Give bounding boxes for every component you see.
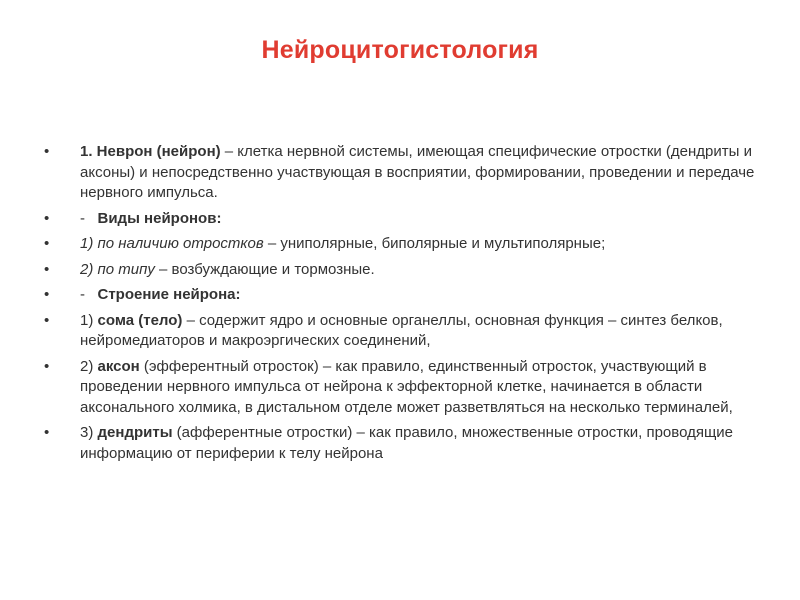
neuron-definition: – клетка нервной системы, имеющая специфические отростки (дендриты и аксоны) и непосредственно участвующая в восприятии, формировании, проведении и передаче нервного импульса. bbox=[80, 143, 755, 201]
bullet-icon: • bbox=[44, 209, 50, 227]
bullet-list bbox=[40, 142, 760, 469]
list-item bbox=[40, 234, 760, 255]
part-description: – содержит ядро и основные органеллы, основная функция – синтез белков, нейромедиаторов и макроэргических соединений, bbox=[80, 311, 723, 349]
bullet-icon: • bbox=[44, 235, 50, 252]
slide-title: Нейроцитогистология bbox=[261, 36, 539, 64]
bullet-icon: • bbox=[44, 357, 50, 375]
bullet-icon: • bbox=[44, 260, 50, 278]
list-item bbox=[40, 311, 760, 352]
item-number: 3) bbox=[80, 424, 98, 441]
part-term: аксон bbox=[97, 357, 140, 375]
dash-marker: - bbox=[80, 286, 98, 303]
list-item bbox=[40, 209, 760, 230]
section-heading-structure: Строение нейрона: bbox=[97, 286, 241, 303]
bullet-icon: • bbox=[44, 424, 50, 441]
part-term: дендриты bbox=[97, 424, 173, 441]
list-item bbox=[40, 357, 760, 419]
list-item bbox=[40, 423, 760, 464]
dash-marker: - bbox=[80, 209, 98, 227]
part-description: (афферентные отростки) – как правило, множественные отростки, проводящие информацию от периферии к телу нейрона bbox=[80, 424, 734, 462]
item-number: 1) bbox=[80, 311, 98, 329]
classification-values: – возбуждающие и тормозные. bbox=[154, 260, 375, 278]
item-number: 2) bbox=[80, 357, 98, 375]
part-term: сома (тело) bbox=[97, 311, 183, 329]
bullet-icon: • bbox=[44, 143, 50, 160]
classification-criterion: 1) по наличию отростков bbox=[80, 235, 264, 252]
list-item bbox=[40, 285, 760, 306]
part-description: (эфферентный отросток) – как правило, единственный отросток, участвующий в проведении нервного импульса от нейрона к эффекторной клетке, начинается в области аксонального холмика, в дистальном отделе может разветвляться на несколько терминалей, bbox=[80, 357, 733, 416]
bullet-icon: • bbox=[44, 311, 50, 329]
list-item bbox=[40, 260, 760, 281]
neuron-term: 1. Неврон (нейрон) bbox=[80, 143, 221, 160]
list-item bbox=[40, 142, 760, 204]
classification-values: – униполярные, биполярные и мультиполярные; bbox=[263, 235, 606, 252]
classification-criterion: 2) по типу bbox=[80, 260, 155, 278]
bullet-icon: • bbox=[44, 286, 50, 303]
section-heading-types: Виды нейронов: bbox=[97, 209, 222, 227]
